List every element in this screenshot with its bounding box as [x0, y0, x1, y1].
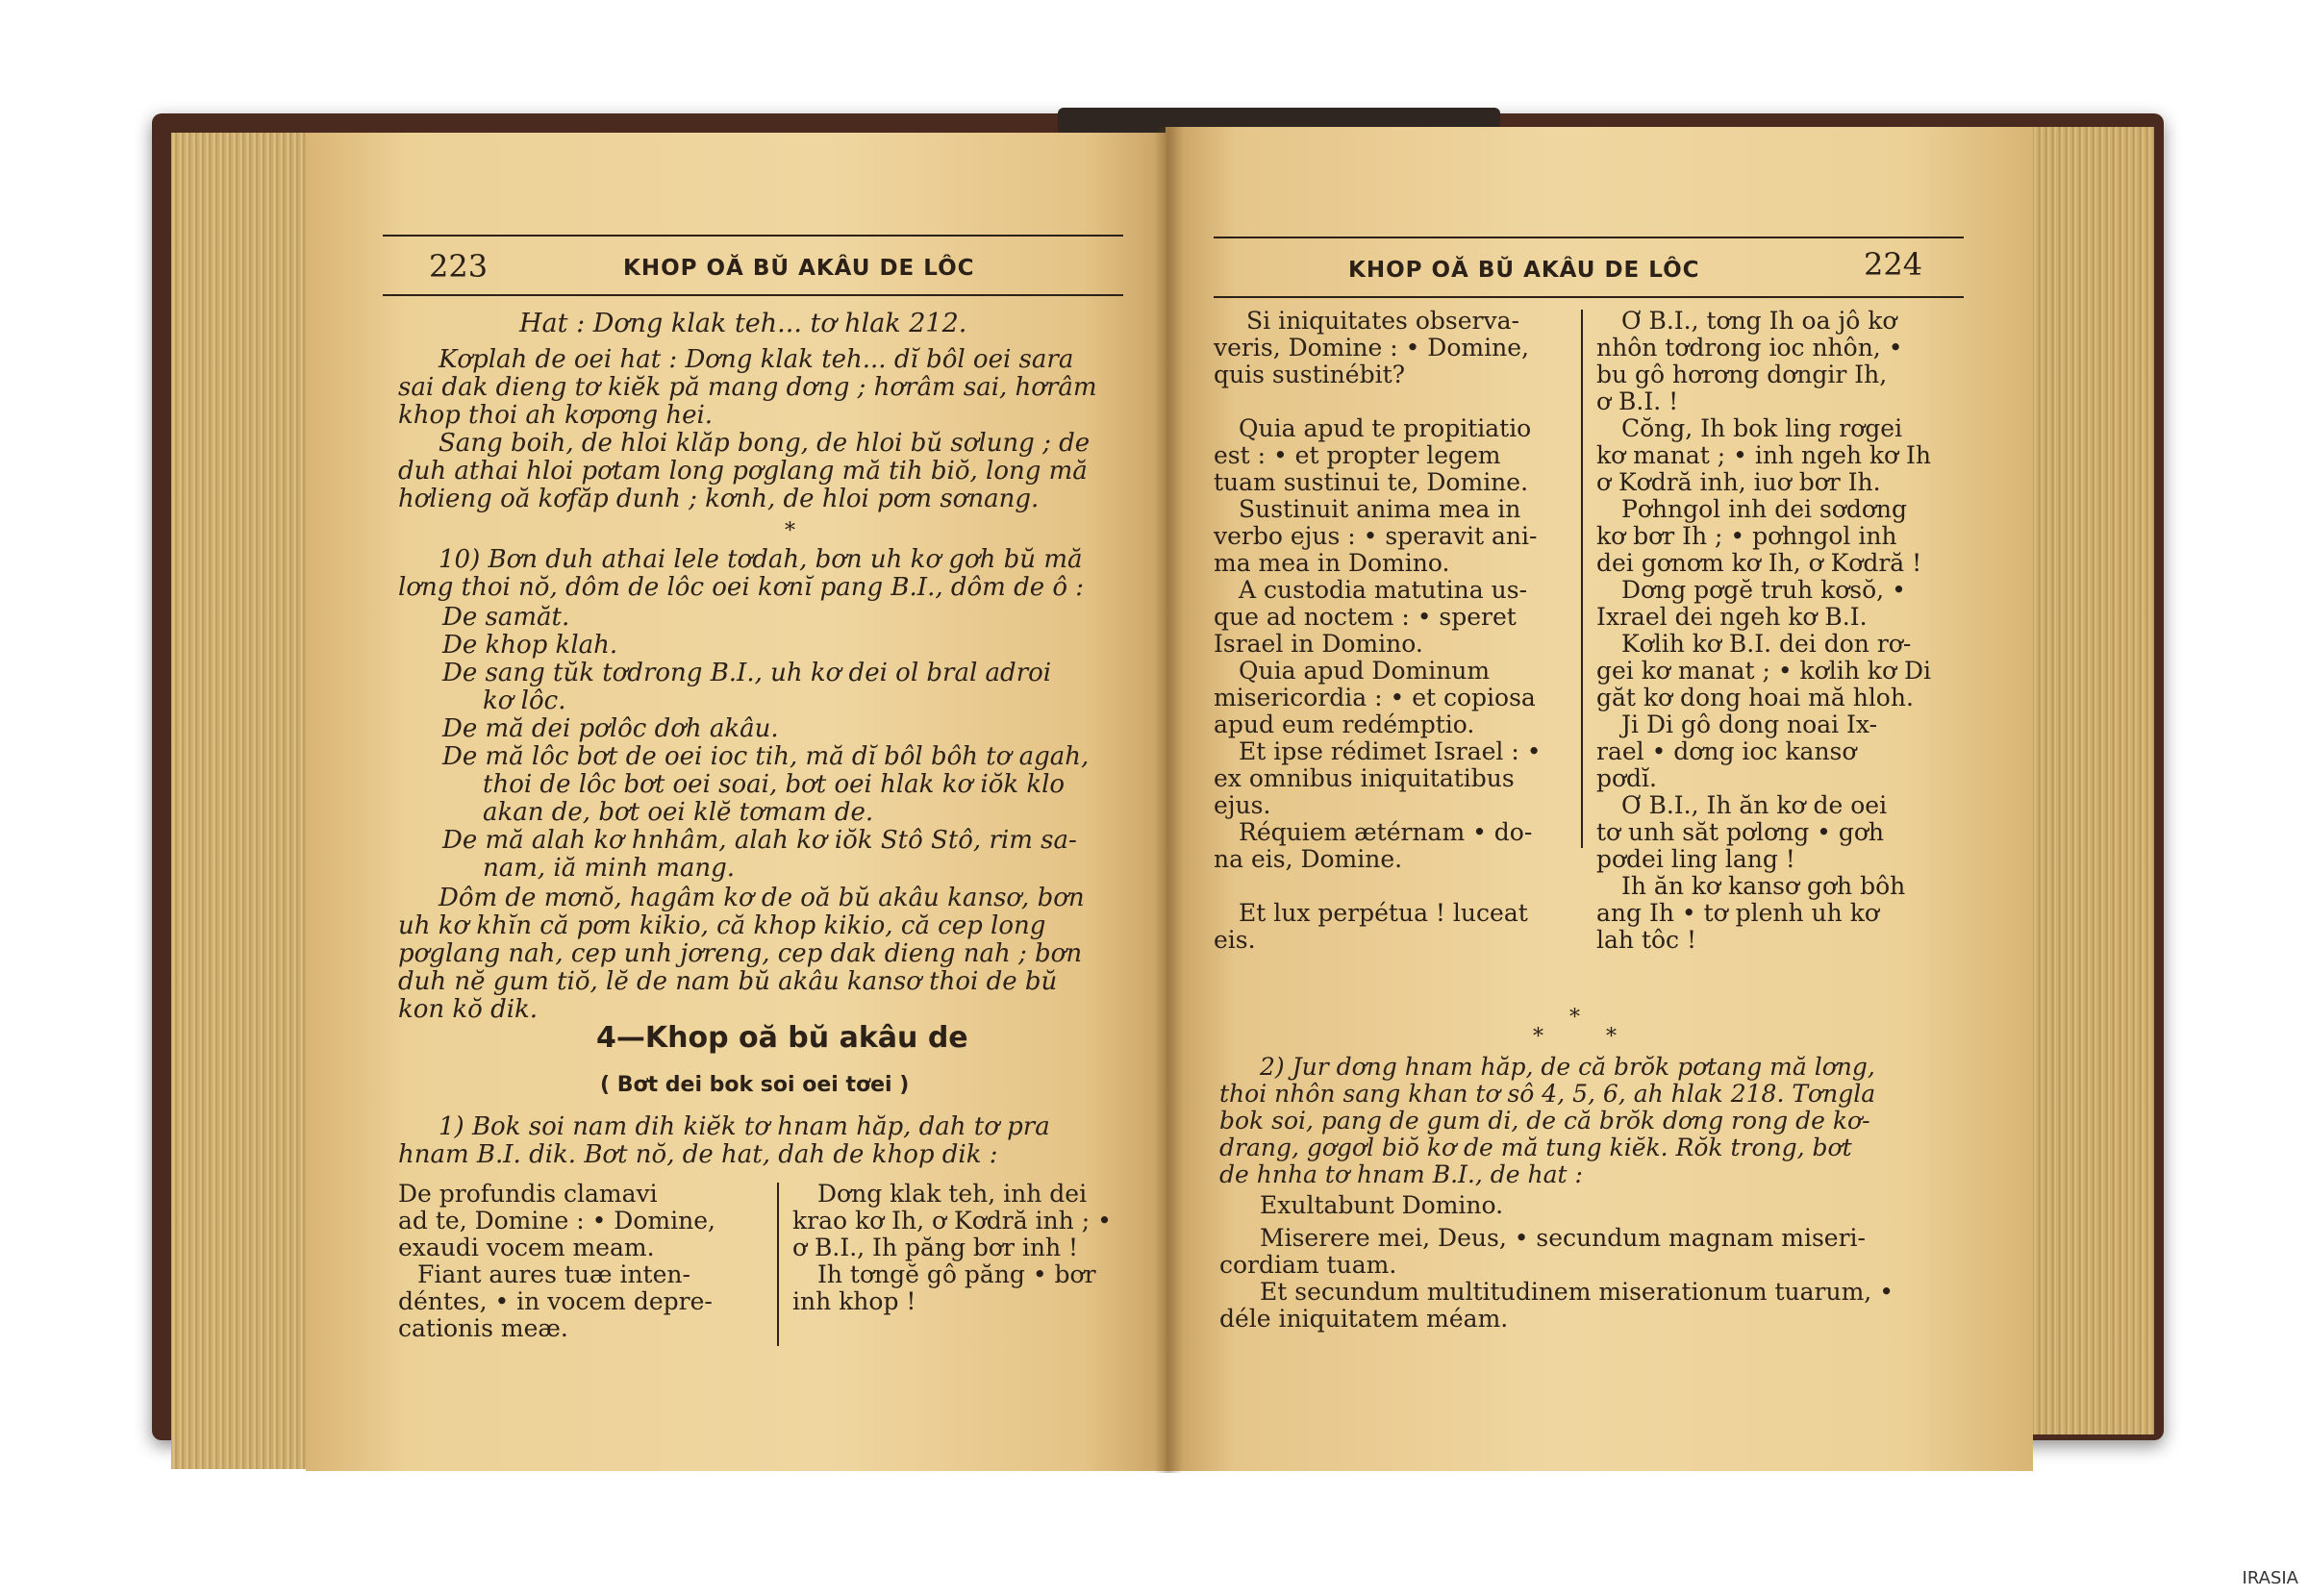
text-line: kon kŏ dik. [398, 995, 539, 1024]
text-line: hơlieng oă kơfăp dunh ; kơnh, de hloi pơm sơnang. [398, 485, 1040, 513]
text-line: Et secundum multitudinem miserationum tuarum, • [1260, 1278, 1894, 1306]
text-line: Ơ B.I., Ih ăn kơ de oei [1621, 791, 1888, 819]
running-header-left: KHOP OĂ BŬ AKÂU DE LÔC [623, 256, 975, 281]
page-edges-left [171, 133, 325, 1469]
text-line: Si iniquitates observa- [1246, 307, 1519, 335]
text-line: duh athai hloi pơtam long pơglang mă tih biŏ, long mă [398, 457, 1088, 486]
text-line: ma mea in Domino. [1214, 549, 1450, 577]
text-line: kơ bơr Ih ; • pơhngol inh [1596, 522, 1897, 550]
text-line: Cŏng, Ih bok ling rơgei [1621, 414, 1903, 442]
text-line: ex omnibus iniquitatibus [1214, 764, 1515, 792]
paragraph-4 [398, 1113, 1158, 1169]
text-line: que ad noctem : • speret [1214, 603, 1517, 631]
text-line: Réquiem ætérnam • do- [1239, 818, 1533, 846]
left-page [306, 133, 1171, 1471]
section-title: 4—Khop oă bŭ akâu de [596, 1021, 968, 1055]
text-line: thoi nhôn sang khan tơ sô 4, 5, 6, ah hlak 218. Tơngla [1219, 1080, 1876, 1108]
text-line: veris, Domine : • Domine, [1214, 334, 1529, 362]
text-line: Ơ B.I., tơng Ih oa jô kơ [1621, 307, 1897, 335]
list-item: De mă dei pơlôc dơh akâu. [442, 714, 779, 743]
text-line: bu gô hơrơng dơngir Ih, [1596, 361, 1888, 388]
column-divider [1581, 310, 1583, 848]
text-line: quis sustinébit? [1214, 361, 1406, 388]
text-line: 1) Bok soi nam dih kiĕk tơ hnam hăp, dah tơ pra [439, 1112, 1050, 1141]
text-line: pơdei ling lang ! [1596, 845, 1795, 873]
text-line: lơng thoi nŏ, dôm de lôc oei kơnĭ pang B.I., dôm de ô : [398, 573, 1085, 602]
text-line: Dơng klak teh, inh dei [817, 1180, 1088, 1208]
text-line: ad te, Domine : • Domine, [398, 1207, 715, 1234]
text-line: lah tôc ! [1596, 926, 1697, 954]
asterisk-divider: * [785, 519, 795, 543]
text-line: Sang boih, de hloi klăp bong, de hloi bŭ sơlung ; de [439, 429, 1091, 458]
list-item: De khop klah. [442, 631, 618, 660]
text-line: Ixrael dei ngeh kơ B.I. [1596, 603, 1868, 631]
text-line: nhôn tơdrong ioc nhôn, • [1596, 334, 1903, 362]
list-item-cont: kơ lôc. [483, 686, 566, 715]
text-line: bok soi, pang de gum di, de că brŏk dơng rong de kơ- [1219, 1107, 1870, 1135]
text-line: cordiam tuam. [1219, 1251, 1397, 1279]
text-line: tuam sustinui te, Domine. [1214, 468, 1529, 496]
text-line: apud eum redémptio. [1214, 711, 1475, 738]
list-item-cont: nam, iă minh mang. [483, 854, 736, 883]
latin-tail [1219, 1192, 2018, 1333]
list-item: De sang tŭk tơdrong B.I., uh kơ dei ol bral adroi [442, 659, 1052, 687]
list-item-cont: thoi de lôc bơt oei soai, bơt oei hlak kơ iŏk klo [483, 770, 1066, 799]
watermark: IRASIA [2242, 1568, 2298, 1588]
text-line: sai dak dieng tơ kiĕk pă mang dơng ; hơrâm sai, hơrâm [398, 373, 1097, 402]
text-line: Fiant aures tuæ inten- [417, 1260, 690, 1288]
text-line: eis. [1214, 926, 1256, 954]
text-line: De profundis clamavi [398, 1180, 658, 1208]
asterisk-divider: * [1569, 1006, 1580, 1030]
text-line: Quia apud Dominum [1239, 657, 1491, 685]
text-line: drang, gơgơl biŏ kơ de mă tung kiĕk. Rŏk trong, bơt [1219, 1134, 1852, 1161]
book-gutter [1154, 127, 1183, 1473]
psalm-bahnar-column [1596, 308, 2000, 954]
running-header-right: KHOP OĂ BŬ AKÂU DE LÔC [1348, 258, 1700, 283]
text-line: Dôm de mơnŏ, hagâm kơ de oă bŭ akâu kansơ, bơn [439, 884, 1085, 912]
text-line: verbo ejus : • speravit ani- [1214, 522, 1538, 550]
text-line: kơ manat ; • inh ngeh kơ Ih [1596, 441, 1932, 469]
text-line: Quia apud te propitiatio [1239, 414, 1532, 442]
text-line: ejus. [1214, 791, 1271, 819]
text-line: Ih tơngĕ gô păng • bơr [817, 1260, 1096, 1288]
page-number-right: 224 [1864, 246, 1923, 283]
text-line: 2) Jur dơng hnam hăp, de că brŏk pơtang mă lơng, [1260, 1053, 1875, 1081]
text-line: cationis meæ. [398, 1314, 568, 1342]
text-line: dei gơnơm kơ Ih, ơ Kơdră ! [1596, 549, 1922, 577]
text-line: Miserere mei, Deus, • secundum magnam miseri- [1260, 1224, 1866, 1252]
text-line: ơ B.I., Ih păng bơr inh ! [792, 1234, 1079, 1261]
text-line: Exultabunt Domino. [1260, 1191, 1504, 1219]
text-line: Ji Di gô dong noai Ix- [1621, 711, 1878, 738]
text-line: găt kơ dong hoai mă hloh. [1596, 684, 1914, 711]
header-rule-bottom [1214, 296, 1964, 298]
text-line: pơglang nah, cep unh jơreng, cep dak dieng nah ; bơn [398, 939, 1083, 968]
text-line: Kơplah de oei hat : Dơng klak teh... dĭ bôl oei sara [439, 345, 1074, 374]
list-item: De mă lôc bơt de oei ioc tih, mă dĭ bôl bôh tơ agah, [442, 742, 1090, 771]
list-item-cont: akan de, bơt oei klĕ tơmam de. [483, 798, 874, 827]
paragraph-2 [398, 546, 1158, 602]
blank-line [1214, 873, 1589, 900]
text-line: krao kơ Ih, ơ Kơdră inh ; • [792, 1207, 1112, 1234]
asterisk-divider: * [1533, 1025, 1543, 1049]
text-line: ang Ih • tơ plenh uh kơ [1596, 899, 1879, 927]
header-rule-bottom [383, 294, 1123, 296]
sin-list [442, 604, 1164, 883]
psalm-latin-column [398, 1181, 764, 1342]
text-line: A custodia matutina us- [1239, 576, 1528, 604]
list-item: De samăt. [442, 603, 570, 632]
text-line: khop thoi ah kơpơng hei. [398, 401, 714, 430]
text-line: 10) Bơn duh athai lele tơdah, bơn uh kơ gơh bŭ mă [439, 545, 1083, 574]
right-page [1166, 127, 2033, 1471]
asterisk-divider: * [1606, 1025, 1617, 1049]
text-line: Dơng pơgĕ truh kơsŏ, • [1621, 576, 1906, 604]
text-line: déntes, • in vocem depre- [398, 1287, 713, 1315]
column-divider [777, 1183, 779, 1346]
text-line: exaudi vocem meam. [398, 1234, 655, 1261]
text-line: Kơlih kơ B.I. dei don rơ- [1621, 630, 1912, 658]
text-line: Ih ăn kơ kansơ gơh bôh [1621, 872, 1906, 900]
text-line: ơ Kơdră inh, iuơ bơr Ih. [1596, 468, 1881, 496]
text-line: uh kơ khĭn că pơm kikio, că khop kikio, că cep long [398, 911, 1046, 940]
text-line: misericordia : • et copiosa [1214, 684, 1536, 711]
text-line: duh nĕ gum tiŏ, lĕ de nam bŭ akâu kansơ thoi de bŭ [398, 967, 1058, 996]
text-line: na eis, Domine. [1214, 845, 1403, 873]
text-line: est : • et propter legem [1214, 441, 1501, 469]
text-line: inh khop ! [792, 1287, 916, 1315]
text-line: pơdĭ. [1596, 764, 1658, 792]
list-item: De mă alah kơ hnhâm, alah kơ iŏk Stô Stô, rim sa- [442, 826, 1077, 855]
text-line: Et ipse rédimet Israel : • [1239, 737, 1542, 765]
text-line: Pơhngol inh dei sơdơng [1621, 495, 1907, 523]
paragraph-1 [398, 346, 1158, 513]
paragraph-3 [398, 885, 1158, 1024]
text-line: ơ B.I. ! [1596, 387, 1679, 415]
header-rule-top [1214, 237, 1964, 238]
psalm-bahnar-column [792, 1181, 1158, 1315]
page-number-left: 223 [429, 248, 489, 285]
text-line: déle iniquitatem méam. [1219, 1305, 1509, 1333]
text-line: gei kơ manat ; • kơlih kơ Di [1596, 657, 1931, 685]
paragraph-2-right [1219, 1054, 2008, 1188]
text-line: Sustinuit anima mea in [1239, 495, 1521, 523]
text-line: Et lux perpétua ! luceat [1239, 899, 1528, 927]
text-line: de hnha tơ hnam B.I., de hat : [1219, 1160, 1583, 1188]
text-line: rael • dơng ioc kansơ [1596, 737, 1857, 765]
text-line: tơ unh săt pơlơng • gơh [1596, 818, 1885, 846]
blank-line [1214, 388, 1589, 415]
header-rule-top [383, 235, 1123, 237]
section-subtitle: ( Bơt dei bok soi oei tơei ) [600, 1073, 910, 1097]
text-line: Israel in Domino. [1214, 630, 1423, 658]
psalm-latin-column [1214, 308, 1589, 954]
hat-line: Hat : Dơng klak teh... tơ hlak 212. [519, 309, 967, 338]
text-line: hnam B.I. dik. Bơt nŏ, de hat, dah de khop dik : [398, 1140, 998, 1169]
